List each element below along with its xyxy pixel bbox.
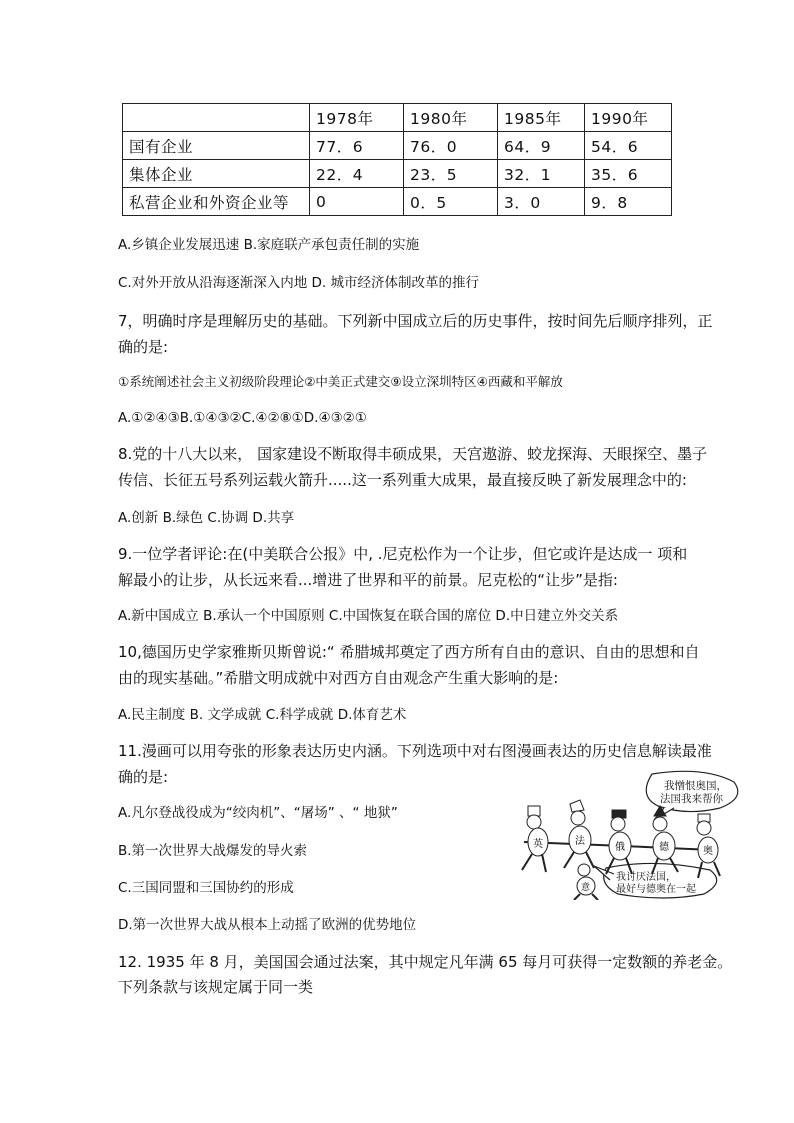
bubble-top-line-1: 我憎恨奥国， <box>664 780 727 792</box>
figure-britain <box>522 806 548 872</box>
q9-stem-cont: 解最小的让步，从长远来看...增进了世界和平的前景。尼克松的“让步”是指: <box>118 571 618 589</box>
q12-stem: 12. 1935 年 8 月，美国国会通过法案，其中规定凡年满 65 每月可获得一定数额的养老金。 <box>118 953 733 971</box>
table-cell: 3．0 <box>498 188 585 216</box>
label-russia: 俄 <box>615 842 625 853</box>
label-france: 法 <box>575 836 585 847</box>
enterprise-share-table <box>122 103 672 216</box>
table-cell: 0 <box>310 188 404 216</box>
q9-stem: 9.一位学者评论:在(中美联合公报》中, .尼克松作为一个让步，但它或许是达成一 项和 <box>118 545 688 563</box>
q11-stem: 11.漫画可以用夸张的形象表达历史内涵。下列选项中对右图漫画表达的历史信息解读最准 <box>118 742 712 760</box>
table-cell: 76．0 <box>404 132 498 160</box>
table-cell: 1990年 <box>585 104 672 132</box>
figure-russia <box>606 810 632 874</box>
label-britain: 英 <box>533 839 543 850</box>
table-cell: 54．6 <box>585 132 672 160</box>
table-cell: 国有企业 <box>123 132 310 160</box>
table-cell: 64．9 <box>498 132 585 160</box>
figure-italy <box>574 864 598 900</box>
q10-options: A.民主制度 B. 文学成就 C.科学成就 D.体育艺术 <box>118 707 407 723</box>
q11-option-c: C.三国同盟和三国协约的形成 <box>118 880 294 896</box>
figure-austria <box>697 814 720 878</box>
figure-france <box>564 800 594 868</box>
table-cell: 0．5 <box>404 188 498 216</box>
table-cell: 9．8 <box>585 188 672 216</box>
q7-events: ①系统阐述社会主义初级阶段理论②中美正式建交⑨设立深圳特区④西藏和平解放 <box>118 374 563 389</box>
q8-options: A.创新 B.绿色 C.协调 D.共享 <box>118 510 295 526</box>
table-cell: 32．1 <box>498 160 585 188</box>
q6-options-ab: A.乡镇企业发展迅速 B.家庭联产承包责任制的实施 <box>118 237 420 253</box>
label-italy: 意 <box>581 883 591 893</box>
bubble-bottom-line-1: 我讨厌法国， <box>616 872 676 883</box>
q7-stem-cont: 确的是: <box>118 338 169 356</box>
q7-stem: 7，明确时序是理解历史的基础。下列新中国成立后的历史事件，按时间先后顺序排列，正 <box>118 312 713 330</box>
q12-stem-cont: 下列条款与该规定属于同一类 <box>118 978 314 996</box>
q9-options: A.新中国成立 B.承认一个中国原则 C.中国恢复在联合国的席位 D.中日建立外交关系 <box>118 608 619 624</box>
table-cell: 1985年 <box>498 104 585 132</box>
table-row <box>123 188 672 216</box>
q11-stem-cont: 确的是: <box>118 768 169 786</box>
label-germany: 德 <box>659 842 669 853</box>
table-row <box>123 132 672 160</box>
table-cell: 77．6 <box>310 132 404 160</box>
cartoon-illustration <box>514 770 744 900</box>
table-cell: 1980年 <box>404 104 498 132</box>
q10-stem-cont: 由的现实基础。”希腊文明成就中对西方自由观念产生重大影响的是: <box>118 669 559 687</box>
table-cell: 集体企业 <box>123 160 310 188</box>
table-cell: 私营企业和外资企业等 <box>123 188 310 216</box>
q8-stem-cont: 传信、长征五号系列运载火箭升.....这一系列重大成果，最直接反映了新发展理念中的: <box>118 471 687 489</box>
q10-stem: 10,德国历史学家雅斯贝斯曾说:“ 希腊城邦奠定了西方所有自由的意识、自由的思想和自 <box>118 643 700 661</box>
bubble-top-line-2: 法国我来帮你 <box>660 793 723 805</box>
q6-options-cd: C.对外开放从沿海逐渐深入内地 D. 城市经济体制改革的推行 <box>118 275 479 291</box>
q11-option-d: D.第一次世界大战从根本上动摇了欧洲的优势地位 <box>118 917 417 933</box>
q11-option-a: A.凡尔登战役成为“绞肉机”、“屠场” 、“ 地狱” <box>118 805 398 821</box>
table-header-row <box>123 104 672 132</box>
table-cell: 35．6 <box>585 160 672 188</box>
table-cell: 22．4 <box>310 160 404 188</box>
table-cell: 23．5 <box>404 160 498 188</box>
q11-option-b: B.第一次世界大战爆发的导火索 <box>118 843 308 859</box>
table-cell <box>123 104 310 132</box>
table-row <box>123 160 672 188</box>
q7-options: A.①②④③B.①④③②C.④②⑧①D.④③②① <box>118 410 367 426</box>
label-austria: 奥 <box>703 846 713 857</box>
q8-stem: 8.党的十八大以来， 国家建设不断取得丰硕成果，天宫遨游、蛟龙探海、天眼探空、墨子 <box>118 445 708 463</box>
bubble-bottom-line-2: 最好与德奥在一起 <box>616 884 696 895</box>
table-cell: 1978年 <box>310 104 404 132</box>
